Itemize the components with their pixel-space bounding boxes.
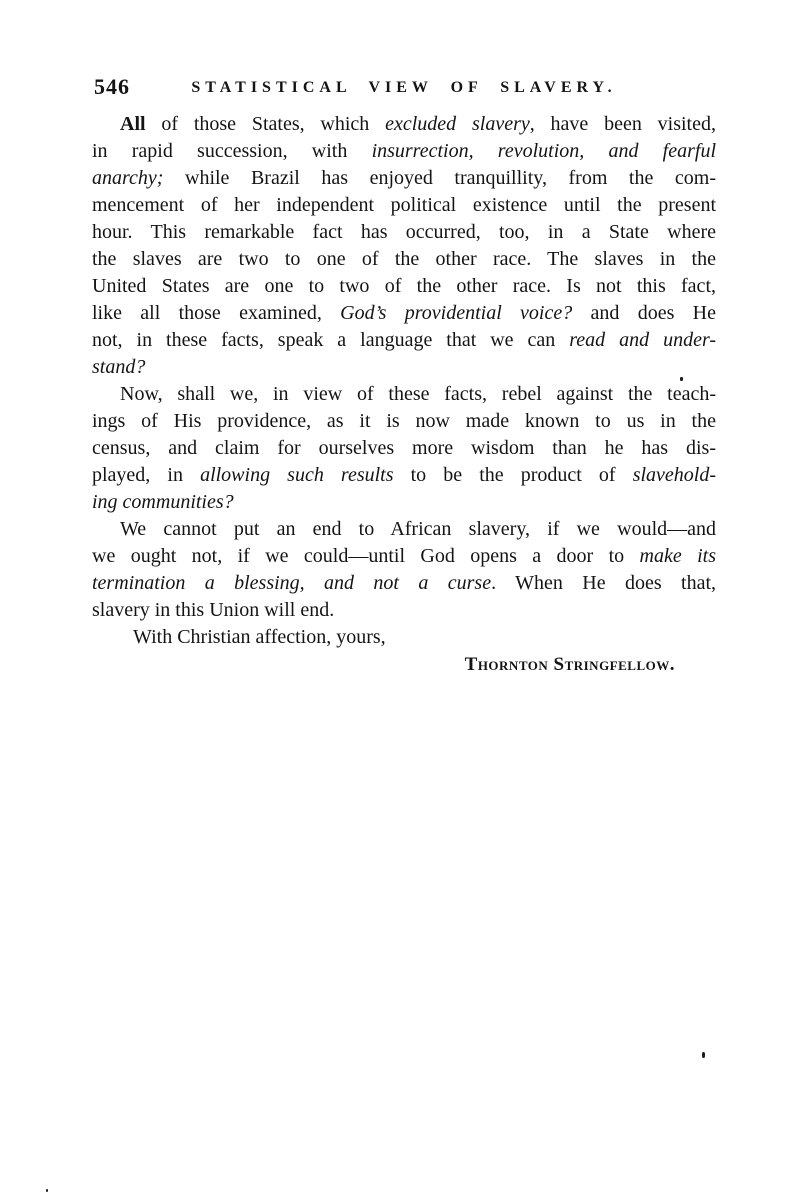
text-line: mencement of her independent political existence until the present xyxy=(92,194,716,216)
text-line: hour. This remarkable fact has occurred, too, in a State where xyxy=(92,221,716,243)
text-line: we ought not, if we could—until God opens a door to make its xyxy=(92,545,716,567)
text-line: All of those States, which excluded slavery, have been visited, xyxy=(120,113,716,135)
text-line: ing communities? xyxy=(92,491,234,513)
text-line: not, in these facts, speak a language that we can read and under- xyxy=(92,329,716,351)
paragraph xyxy=(92,111,716,381)
ink-speck xyxy=(680,377,683,381)
ink-speck xyxy=(702,1052,705,1058)
text-line: played, in allowing such results to be the product of slavehold- xyxy=(92,464,716,486)
text-line: in rapid succession, with insurrection, revolution, and fearful xyxy=(92,140,716,162)
text-line: We cannot put an end to African slavery, if we would—and xyxy=(120,518,716,540)
body-paragraphs xyxy=(92,111,716,624)
paragraph xyxy=(92,381,716,516)
text-line: like all those examined, God’s providential voice? and does He xyxy=(92,302,716,324)
paragraph xyxy=(92,516,716,624)
body-text xyxy=(92,111,716,678)
text-line: ings of His providence, as it is now made known to us in the xyxy=(92,410,716,432)
text-line: anarchy; while Brazil has enjoyed tranquillity, from the com- xyxy=(92,167,716,189)
running-head: STATISTICAL VIEW OF SLAVERY. xyxy=(191,79,617,96)
text-line: United States are one to two of the other race. Is not this fact, xyxy=(92,275,716,297)
page-number: 546 xyxy=(94,74,130,99)
text-line: the slaves are two to one of the other race. The slaves in the xyxy=(92,248,716,270)
text-line: census, and claim for ourselves more wisdom than he has dis- xyxy=(92,437,716,459)
ink-speck xyxy=(46,1189,48,1192)
text-line: Now, shall we, in view of these facts, rebel against the teach- xyxy=(120,383,716,405)
closing-line: With Christian affection, yours, xyxy=(133,626,386,648)
signature: Thornton Stringfellow. xyxy=(464,654,675,675)
text-line: termination a blessing, and not a curse. When He does that, xyxy=(92,572,717,594)
text-line: slavery in this Union will end. xyxy=(92,599,335,621)
text-line: stand? xyxy=(92,356,146,378)
